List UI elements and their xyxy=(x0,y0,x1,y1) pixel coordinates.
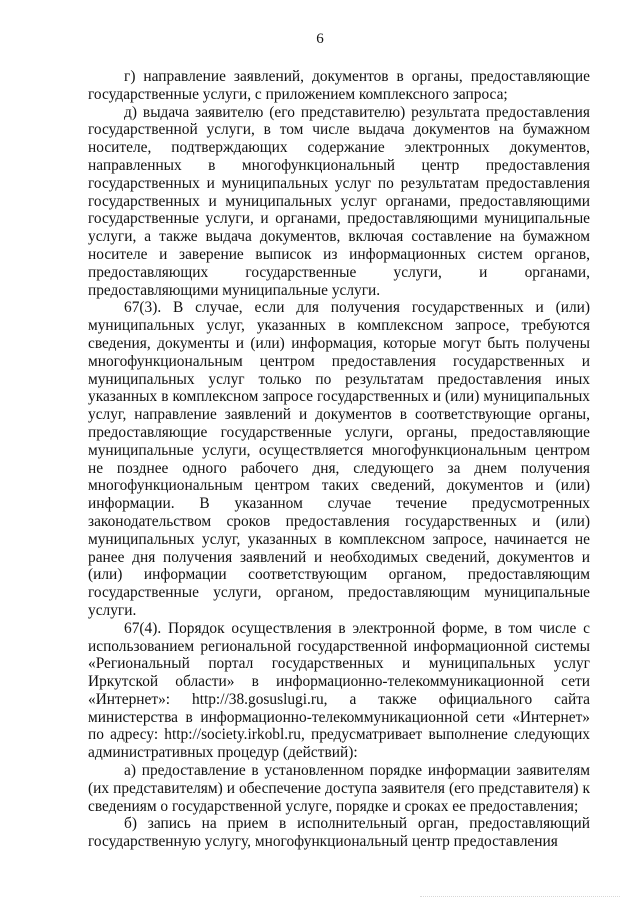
scan-artifact xyxy=(420,896,620,900)
paragraph-item-d: д) выдача заявителю (его представителю) результата предоставления государственной услуги, в том числе выдача документов на бумажном носителе, подтверждающих содержание электронных документов, направленных в многофункциональный центр предоставления государственных и муниципальных услуг по результатам предоставления государственных и муниципальных услуг органами, предоставляющими государственные услуги, и органами, предоставляющими муниципальные услуги, а также выдача документов, включая составление на бумажном носителе и заверение выписок из информационных систем органов, предоставляющих государственные услуги, и органами, предоставляющими муниципальные услуги. xyxy=(88,103,590,299)
document-text xyxy=(88,68,590,851)
page-number: 6 xyxy=(316,31,324,47)
paragraph-item-a: а) предоставление в установленном порядке информации заявителям (их представителям) и обеспечение доступа заявителя (его представителя) к сведениям о государственной услуге, порядке и сроках ее предоставления; xyxy=(88,762,590,815)
paragraph-item-g: г) направление заявлений, документов в органы, предоставляющие государственные услуги, с приложением комплексного запроса; xyxy=(88,68,590,103)
paragraph-item-b: б) запись на прием в исполнительный орган, предоставляющий государственную услугу, многофункциональный центр предоставления xyxy=(88,815,590,851)
paragraph-67-4: 67(4). Порядок осуществления в электронной форме, в том числе с использованием региональной государственной информационной системы «Региональный портал государственных и муниципальных услуг Иркутской области» в информационно-телекоммуникационной сети «Интернет»: http://38.gosuslugi.ru, а также официального сайта министерства в информационно-телекоммуникационной сети «Интернет» по адресу: http://society.irkobl.ru, предусматривает выполнение следующих административных процедур (действий): xyxy=(88,619,590,762)
paragraph-67-3: 67(3). В случае, если для получения государственных и (или) муниципальных услуг, указанных в комплексном запросе, требуются сведения, документы и (или) информация, которые могут быть получены многофункциональным центром предоставления государственных и муниципальных услуг только по результатам предоставления иных указанных в комплексном запросе государственных и (или) муниципальных услуг, направление заявлений и документов в соответствующие органы, предоставляющие государственные услуги, органы, предоставляющие муниципальные услуги, осуществляется многофункциональным центром не позднее одного рабочего дня, следующего за днем получения многофункциональным центром таких сведений, документов и (или) информации. В указанном случае течение предусмотренных законодательством сроков предоставления государственных и (или) муниципальных услуг, указанных в комплексном запросе, начинается не ранее дня получения заявлений и необходимых сведений, документов и (или) информации соответствующим органом, предоставляющим государственные услуги, органом, предоставляющим муниципальные услуги. xyxy=(88,299,590,619)
